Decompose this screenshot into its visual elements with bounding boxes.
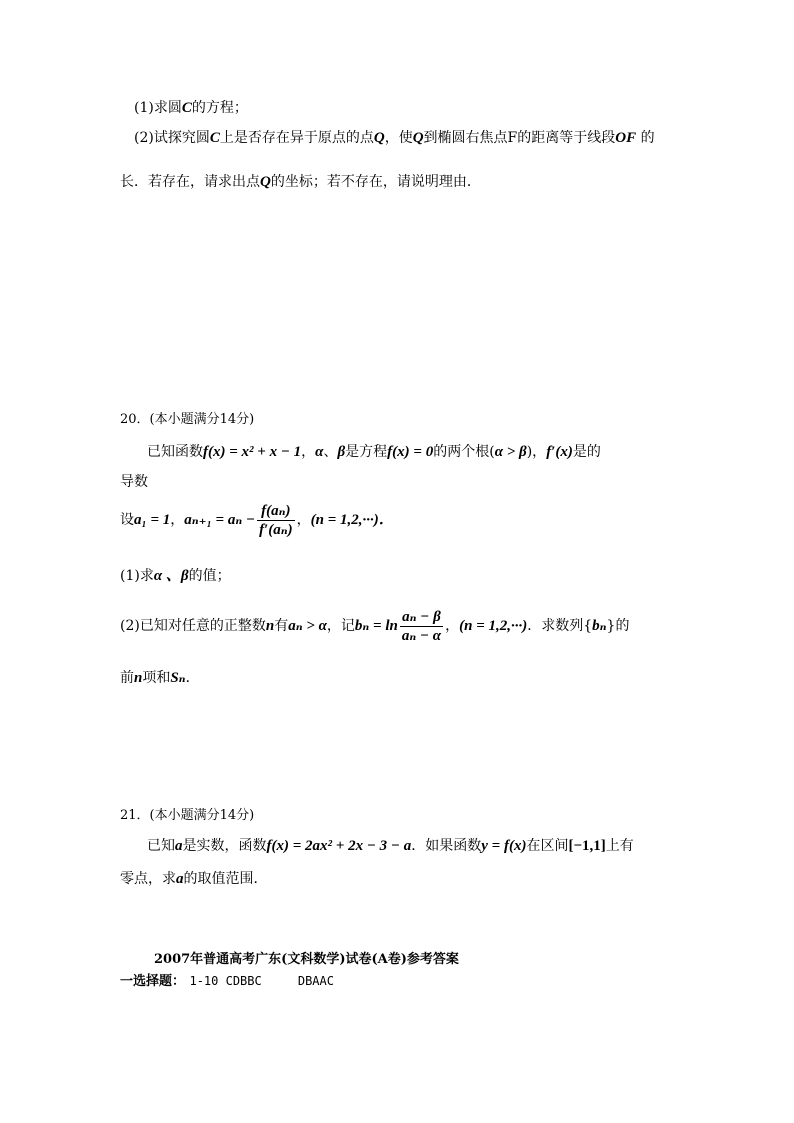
var-c: C: [181, 100, 192, 116]
answer-title: 2007年普通高考广东(文科数学)试卷(A卷)参考答案: [154, 952, 459, 967]
q19-part1: (1)求圆C的方程；: [134, 100, 248, 116]
q20-line3: 设a₁ = 1，aₙ₊₁ = aₙ − $\frac{\text{f(aₙ)}}{\text{f′(aₙ)}}$ ，(n = 1,2,···)．: [120, 502, 394, 538]
answer-choice-label: 一选择题：: [120, 974, 186, 989]
q20-part2-cont: 前n项和Sₙ．: [120, 670, 200, 686]
q19-part2-cont: 长．若存在，请求出点Q的坐标；若不存在，请说明理由．: [120, 174, 481, 190]
q21-line1: 已知a是实数，函数f(x) = 2ax² + 2x − 3 − a．如果函数y = f(x)在区间[−1,1]上有: [147, 838, 634, 854]
q20-part1: (1)求α 、β的值；: [120, 568, 231, 584]
q20-line1: 已知函数f(x) = x² + x − 1，α、β是方程f(x) = 0的两个根(α > β)，f′(x)是的: [147, 444, 601, 460]
q21-header: 21．(本小题满分14分): [120, 808, 255, 823]
answer-choice-row: [120, 971, 334, 992]
fraction: $\frac{\text{f(aₙ)}}{\text{f′(aₙ)}}$: [259, 502, 293, 538]
q20-line2: 导数: [120, 474, 148, 490]
q20-part2: (2)已知对任意的正整数n有aₙ > α，记bₙ = ln $\frac{\text{aₙ − β}}{\text{aₙ − α}}$ ，(n = 1,2,···)．求数列{bₙ}的: [120, 608, 630, 644]
q19-part2: (2)试探究圆C上是否存在异于原点的点Q，使Q到椭圆右焦点F的距离等于线段OF 的: [134, 130, 655, 146]
answer-choice-values: 1-10 CDBBC DBAAC: [189, 974, 334, 988]
q21-line2: 零点，求a的取值范围．: [120, 871, 268, 887]
q20-header: 20．(本小题满分14分): [120, 412, 255, 427]
fraction: $\frac{\text{aₙ − β}}{\text{aₙ − α}}$: [401, 608, 442, 644]
